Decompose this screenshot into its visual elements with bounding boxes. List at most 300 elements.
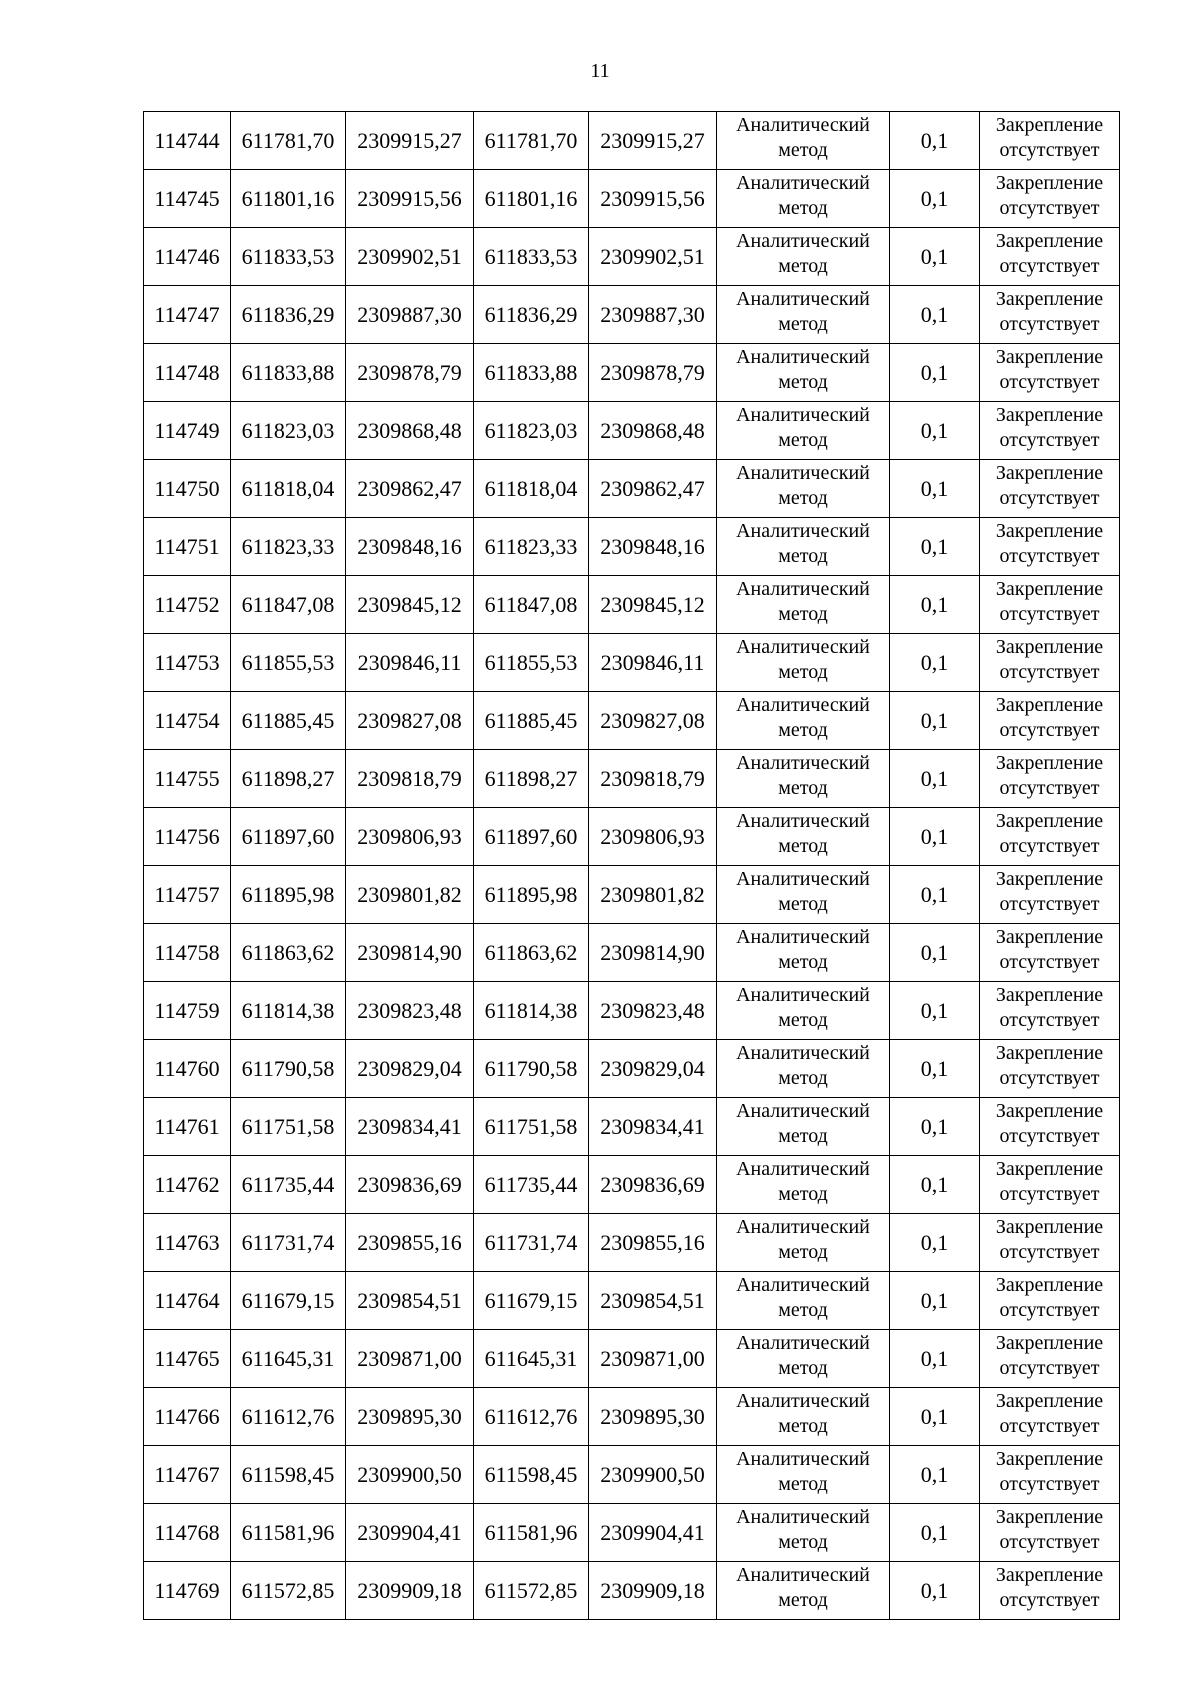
fixation-line-1: Закрепление xyxy=(995,1564,1104,1586)
y-coordinate-new-cell: 2309854,51 xyxy=(589,1272,717,1330)
method-line-2: метод xyxy=(778,139,828,161)
method-cell xyxy=(717,866,890,924)
y-coordinate-new-cell: 2309801,82 xyxy=(589,866,717,924)
accuracy-cell: 0,1 xyxy=(890,1562,980,1620)
y-coordinate-cell: 2309818,79 xyxy=(346,750,474,808)
x-coordinate-new-cell: 611898,27 xyxy=(474,750,589,808)
method-cell xyxy=(717,460,890,518)
x-coordinate-cell: 611598,45 xyxy=(231,1446,346,1504)
y-coordinate-cell: 2309855,16 xyxy=(346,1214,474,1272)
method-cell xyxy=(717,1446,890,1504)
fixation-line-1: Закрепление xyxy=(995,1448,1104,1470)
y-coordinate-cell: 2309868,48 xyxy=(346,402,474,460)
fixation-line-2: отсутствует xyxy=(999,313,1100,335)
fixation-line-2: отсутствует xyxy=(999,545,1100,567)
fixation-line-2: отсутствует xyxy=(999,835,1100,857)
y-coordinate-cell: 2309845,12 xyxy=(346,576,474,634)
fixation-line-1: Закрепление xyxy=(995,1274,1104,1296)
method-cell xyxy=(717,692,890,750)
y-coordinate-cell: 2309887,30 xyxy=(346,286,474,344)
fixation-cell xyxy=(980,344,1120,402)
fixation-line-1: Закрепление xyxy=(995,1390,1104,1412)
table-row xyxy=(144,750,1120,808)
accuracy-cell: 0,1 xyxy=(890,1214,980,1272)
accuracy-cell: 0,1 xyxy=(890,344,980,402)
method-line-1: Аналитический xyxy=(736,926,870,948)
fixation-line-2: отсутствует xyxy=(999,1125,1100,1147)
y-coordinate-new-cell: 2309845,12 xyxy=(589,576,717,634)
method-cell xyxy=(717,1388,890,1446)
method-line-2: метод xyxy=(778,1009,828,1031)
fixation-line-2: отсутствует xyxy=(999,1009,1100,1031)
method-cell xyxy=(717,808,890,866)
method-line-1: Аналитический xyxy=(736,462,870,484)
x-coordinate-cell: 611833,88 xyxy=(231,344,346,402)
point-number-cell: 114756 xyxy=(144,808,231,866)
accuracy-cell: 0,1 xyxy=(890,634,980,692)
table-row xyxy=(144,982,1120,1040)
x-coordinate-cell: 611731,74 xyxy=(231,1214,346,1272)
fixation-cell xyxy=(980,866,1120,924)
method-line-2: метод xyxy=(778,197,828,219)
point-number-cell: 114768 xyxy=(144,1504,231,1562)
fixation-line-1: Закрепление xyxy=(995,520,1104,542)
method-cell xyxy=(717,1504,890,1562)
y-coordinate-new-cell: 2309829,04 xyxy=(589,1040,717,1098)
y-coordinate-new-cell: 2309855,16 xyxy=(589,1214,717,1272)
y-coordinate-new-cell: 2309887,30 xyxy=(589,286,717,344)
x-coordinate-cell: 611735,44 xyxy=(231,1156,346,1214)
table-row xyxy=(144,460,1120,518)
x-coordinate-cell: 611895,98 xyxy=(231,866,346,924)
fixation-line-1: Закрепление xyxy=(995,1100,1104,1122)
table-row xyxy=(144,808,1120,866)
fixation-line-2: отсутствует xyxy=(999,719,1100,741)
point-number-cell: 114746 xyxy=(144,228,231,286)
x-coordinate-cell: 611790,58 xyxy=(231,1040,346,1098)
method-line-1: Аналитический xyxy=(736,636,870,658)
x-coordinate-new-cell: 611814,38 xyxy=(474,982,589,1040)
x-coordinate-cell: 611823,33 xyxy=(231,518,346,576)
method-line-2: метод xyxy=(778,603,828,625)
x-coordinate-new-cell: 611612,76 xyxy=(474,1388,589,1446)
point-number-cell: 114761 xyxy=(144,1098,231,1156)
y-coordinate-new-cell: 2309895,30 xyxy=(589,1388,717,1446)
x-coordinate-new-cell: 611731,74 xyxy=(474,1214,589,1272)
x-coordinate-cell: 611833,53 xyxy=(231,228,346,286)
fixation-cell xyxy=(980,982,1120,1040)
y-coordinate-new-cell: 2309862,47 xyxy=(589,460,717,518)
point-number-cell: 114750 xyxy=(144,460,231,518)
method-cell xyxy=(717,1214,890,1272)
y-coordinate-new-cell: 2309878,79 xyxy=(589,344,717,402)
y-coordinate-cell: 2309827,08 xyxy=(346,692,474,750)
y-coordinate-new-cell: 2309871,00 xyxy=(589,1330,717,1388)
table-row xyxy=(144,402,1120,460)
accuracy-cell: 0,1 xyxy=(890,1330,980,1388)
method-line-1: Аналитический xyxy=(736,1274,870,1296)
page-number: 11 xyxy=(590,60,610,82)
method-line-1: Аналитический xyxy=(736,404,870,426)
method-line-2: метод xyxy=(778,487,828,509)
fixation-line-2: отсутствует xyxy=(999,603,1100,625)
fixation-line-1: Закрепление xyxy=(995,114,1104,136)
fixation-line-1: Закрепление xyxy=(995,578,1104,600)
point-number-cell: 114752 xyxy=(144,576,231,634)
fixation-line-1: Закрепление xyxy=(995,346,1104,368)
fixation-cell xyxy=(980,924,1120,982)
method-line-2: метод xyxy=(778,661,828,683)
x-coordinate-cell: 611855,53 xyxy=(231,634,346,692)
method-line-2: метод xyxy=(778,1415,828,1437)
fixation-line-1: Закрепление xyxy=(995,810,1104,832)
x-coordinate-new-cell: 611897,60 xyxy=(474,808,589,866)
x-coordinate-new-cell: 611847,08 xyxy=(474,576,589,634)
y-coordinate-new-cell: 2309834,41 xyxy=(589,1098,717,1156)
accuracy-cell: 0,1 xyxy=(890,1272,980,1330)
x-coordinate-cell: 611814,38 xyxy=(231,982,346,1040)
y-coordinate-new-cell: 2309846,11 xyxy=(589,634,717,692)
y-coordinate-cell: 2309823,48 xyxy=(346,982,474,1040)
accuracy-cell: 0,1 xyxy=(890,170,980,228)
x-coordinate-cell: 611581,96 xyxy=(231,1504,346,1562)
x-coordinate-cell: 611751,58 xyxy=(231,1098,346,1156)
fixation-line-2: отсутствует xyxy=(999,777,1100,799)
y-coordinate-cell: 2309862,47 xyxy=(346,460,474,518)
table-row xyxy=(144,1562,1120,1620)
y-coordinate-cell: 2309915,27 xyxy=(346,112,474,170)
coordinates-table xyxy=(143,111,1120,1620)
method-line-2: метод xyxy=(778,313,828,335)
point-number-cell: 114769 xyxy=(144,1562,231,1620)
method-line-1: Аналитический xyxy=(736,694,870,716)
y-coordinate-cell: 2309806,93 xyxy=(346,808,474,866)
table-row xyxy=(144,1156,1120,1214)
x-coordinate-new-cell: 611833,53 xyxy=(474,228,589,286)
point-number-cell: 114766 xyxy=(144,1388,231,1446)
x-coordinate-cell: 611898,27 xyxy=(231,750,346,808)
y-coordinate-new-cell: 2309806,93 xyxy=(589,808,717,866)
method-cell xyxy=(717,576,890,634)
table-row xyxy=(144,286,1120,344)
method-line-2: метод xyxy=(778,1183,828,1205)
fixation-cell xyxy=(980,1388,1120,1446)
x-coordinate-new-cell: 611895,98 xyxy=(474,866,589,924)
method-cell xyxy=(717,1156,890,1214)
table-body xyxy=(144,112,1120,1620)
y-coordinate-new-cell: 2309848,16 xyxy=(589,518,717,576)
method-cell xyxy=(717,170,890,228)
table-row xyxy=(144,1272,1120,1330)
y-coordinate-new-cell: 2309904,41 xyxy=(589,1504,717,1562)
fixation-line-1: Закрепление xyxy=(995,636,1104,658)
point-number-cell: 114759 xyxy=(144,982,231,1040)
x-coordinate-cell: 611818,04 xyxy=(231,460,346,518)
point-number-cell: 114751 xyxy=(144,518,231,576)
fixation-line-1: Закрепление xyxy=(995,868,1104,890)
method-cell xyxy=(717,1098,890,1156)
method-line-1: Аналитический xyxy=(736,1216,870,1238)
method-line-2: метод xyxy=(778,1357,828,1379)
accuracy-cell: 0,1 xyxy=(890,924,980,982)
y-coordinate-cell: 2309834,41 xyxy=(346,1098,474,1156)
table-row xyxy=(144,1388,1120,1446)
method-line-1: Аналитический xyxy=(736,578,870,600)
fixation-line-2: отсутствует xyxy=(999,429,1100,451)
accuracy-cell: 0,1 xyxy=(890,1446,980,1504)
method-line-1: Аналитический xyxy=(736,1506,870,1528)
y-coordinate-new-cell: 2309814,90 xyxy=(589,924,717,982)
fixation-cell xyxy=(980,228,1120,286)
method-line-1: Аналитический xyxy=(736,520,870,542)
fixation-cell xyxy=(980,1156,1120,1214)
method-line-1: Аналитический xyxy=(736,1448,870,1470)
method-line-2: метод xyxy=(778,719,828,741)
x-coordinate-cell: 611801,16 xyxy=(231,170,346,228)
fixation-line-2: отсутствует xyxy=(999,1473,1100,1495)
table-row xyxy=(144,866,1120,924)
accuracy-cell: 0,1 xyxy=(890,1040,980,1098)
table-row xyxy=(144,344,1120,402)
accuracy-cell: 0,1 xyxy=(890,1098,980,1156)
fixation-cell xyxy=(980,808,1120,866)
y-coordinate-new-cell: 2309823,48 xyxy=(589,982,717,1040)
y-coordinate-new-cell: 2309902,51 xyxy=(589,228,717,286)
y-coordinate-cell: 2309829,04 xyxy=(346,1040,474,1098)
point-number-cell: 114749 xyxy=(144,402,231,460)
x-coordinate-cell: 611836,29 xyxy=(231,286,346,344)
point-number-cell: 114767 xyxy=(144,1446,231,1504)
method-line-2: метод xyxy=(778,545,828,567)
y-coordinate-cell: 2309846,11 xyxy=(346,634,474,692)
x-coordinate-new-cell: 611572,85 xyxy=(474,1562,589,1620)
method-cell xyxy=(717,112,890,170)
fixation-cell xyxy=(980,576,1120,634)
method-cell xyxy=(717,924,890,982)
table-row xyxy=(144,576,1120,634)
y-coordinate-cell: 2309854,51 xyxy=(346,1272,474,1330)
x-coordinate-cell: 611823,03 xyxy=(231,402,346,460)
method-cell xyxy=(717,1330,890,1388)
method-cell xyxy=(717,982,890,1040)
fixation-line-2: отсутствует xyxy=(999,661,1100,683)
accuracy-cell: 0,1 xyxy=(890,576,980,634)
method-line-1: Аналитический xyxy=(736,230,870,252)
fixation-line-2: отсутствует xyxy=(999,139,1100,161)
x-coordinate-cell: 611679,15 xyxy=(231,1272,346,1330)
x-coordinate-new-cell: 611818,04 xyxy=(474,460,589,518)
fixation-line-2: отсутствует xyxy=(999,1241,1100,1263)
accuracy-cell: 0,1 xyxy=(890,228,980,286)
method-line-1: Аналитический xyxy=(736,1390,870,1412)
y-coordinate-cell: 2309878,79 xyxy=(346,344,474,402)
table-row xyxy=(144,924,1120,982)
accuracy-cell: 0,1 xyxy=(890,518,980,576)
method-line-2: метод xyxy=(778,835,828,857)
fixation-cell xyxy=(980,112,1120,170)
accuracy-cell: 0,1 xyxy=(890,1504,980,1562)
point-number-cell: 114747 xyxy=(144,286,231,344)
fixation-line-1: Закрепление xyxy=(995,1042,1104,1064)
fixation-cell xyxy=(980,1562,1120,1620)
y-coordinate-cell: 2309801,82 xyxy=(346,866,474,924)
x-coordinate-new-cell: 611836,29 xyxy=(474,286,589,344)
fixation-cell xyxy=(980,692,1120,750)
method-line-2: метод xyxy=(778,1067,828,1089)
y-coordinate-cell: 2309871,00 xyxy=(346,1330,474,1388)
x-coordinate-cell: 611885,45 xyxy=(231,692,346,750)
method-line-1: Аналитический xyxy=(736,172,870,194)
fixation-line-1: Закрепление xyxy=(995,1332,1104,1354)
method-line-1: Аналитический xyxy=(736,1100,870,1122)
fixation-line-2: отсутствует xyxy=(999,893,1100,915)
fixation-cell xyxy=(980,518,1120,576)
fixation-line-2: отсутствует xyxy=(999,1415,1100,1437)
table-row xyxy=(144,1330,1120,1388)
y-coordinate-new-cell: 2309915,27 xyxy=(589,112,717,170)
point-number-cell: 114762 xyxy=(144,1156,231,1214)
method-line-1: Аналитический xyxy=(736,288,870,310)
accuracy-cell: 0,1 xyxy=(890,808,980,866)
x-coordinate-cell: 611572,85 xyxy=(231,1562,346,1620)
method-cell xyxy=(717,228,890,286)
fixation-line-2: отсутствует xyxy=(999,1067,1100,1089)
y-coordinate-new-cell: 2309827,08 xyxy=(589,692,717,750)
fixation-cell xyxy=(980,402,1120,460)
fixation-line-1: Закрепление xyxy=(995,1216,1104,1238)
fixation-line-2: отсутствует xyxy=(999,197,1100,219)
fixation-line-2: отсутствует xyxy=(999,487,1100,509)
fixation-line-1: Закрепление xyxy=(995,926,1104,948)
method-cell xyxy=(717,518,890,576)
method-line-2: метод xyxy=(778,1125,828,1147)
table-row xyxy=(144,634,1120,692)
method-line-2: метод xyxy=(778,429,828,451)
point-number-cell: 114758 xyxy=(144,924,231,982)
x-coordinate-cell: 611863,62 xyxy=(231,924,346,982)
fixation-line-2: отсутствует xyxy=(999,1299,1100,1321)
accuracy-cell: 0,1 xyxy=(890,692,980,750)
point-number-cell: 114745 xyxy=(144,170,231,228)
fixation-cell xyxy=(980,1272,1120,1330)
method-line-2: метод xyxy=(778,777,828,799)
method-line-1: Аналитический xyxy=(736,1042,870,1064)
method-line-1: Аналитический xyxy=(736,810,870,832)
method-line-1: Аналитический xyxy=(736,1564,870,1586)
method-line-2: метод xyxy=(778,371,828,393)
method-line-1: Аналитический xyxy=(736,868,870,890)
fixation-cell xyxy=(980,1330,1120,1388)
x-coordinate-cell: 611612,76 xyxy=(231,1388,346,1446)
table-row xyxy=(144,1098,1120,1156)
table-row xyxy=(144,1040,1120,1098)
fixation-line-1: Закрепление xyxy=(995,1158,1104,1180)
method-line-1: Аналитический xyxy=(736,114,870,136)
fixation-line-1: Закрепление xyxy=(995,288,1104,310)
point-number-cell: 114764 xyxy=(144,1272,231,1330)
y-coordinate-cell: 2309902,51 xyxy=(346,228,474,286)
x-coordinate-cell: 611847,08 xyxy=(231,576,346,634)
x-coordinate-new-cell: 611833,88 xyxy=(474,344,589,402)
method-cell xyxy=(717,344,890,402)
x-coordinate-cell: 611897,60 xyxy=(231,808,346,866)
x-coordinate-new-cell: 611581,96 xyxy=(474,1504,589,1562)
accuracy-cell: 0,1 xyxy=(890,982,980,1040)
method-line-2: метод xyxy=(778,1589,828,1611)
method-line-2: метод xyxy=(778,951,828,973)
x-coordinate-new-cell: 611679,15 xyxy=(474,1272,589,1330)
fixation-cell xyxy=(980,1446,1120,1504)
point-number-cell: 114755 xyxy=(144,750,231,808)
point-number-cell: 114757 xyxy=(144,866,231,924)
method-line-1: Аналитический xyxy=(736,346,870,368)
y-coordinate-new-cell: 2309868,48 xyxy=(589,402,717,460)
accuracy-cell: 0,1 xyxy=(890,286,980,344)
fixation-line-2: отсутствует xyxy=(999,1357,1100,1379)
x-coordinate-new-cell: 611598,45 xyxy=(474,1446,589,1504)
fixation-line-1: Закрепление xyxy=(995,694,1104,716)
x-coordinate-new-cell: 611823,03 xyxy=(474,402,589,460)
point-number-cell: 114753 xyxy=(144,634,231,692)
accuracy-cell: 0,1 xyxy=(890,1156,980,1214)
fixation-line-2: отсутствует xyxy=(999,371,1100,393)
accuracy-cell: 0,1 xyxy=(890,402,980,460)
x-coordinate-new-cell: 611781,70 xyxy=(474,112,589,170)
y-coordinate-new-cell: 2309836,69 xyxy=(589,1156,717,1214)
fixation-line-1: Закрепление xyxy=(995,404,1104,426)
fixation-line-1: Закрепление xyxy=(995,230,1104,252)
fixation-cell xyxy=(980,286,1120,344)
method-line-2: метод xyxy=(778,1299,828,1321)
x-coordinate-new-cell: 611735,44 xyxy=(474,1156,589,1214)
x-coordinate-cell: 611781,70 xyxy=(231,112,346,170)
fixation-cell xyxy=(980,170,1120,228)
accuracy-cell: 0,1 xyxy=(890,750,980,808)
method-cell xyxy=(717,286,890,344)
fixation-line-2: отсутствует xyxy=(999,255,1100,277)
y-coordinate-cell: 2309915,56 xyxy=(346,170,474,228)
y-coordinate-cell: 2309895,30 xyxy=(346,1388,474,1446)
fixation-cell xyxy=(980,750,1120,808)
table-row xyxy=(144,170,1120,228)
method-line-2: метод xyxy=(778,893,828,915)
point-number-cell: 114765 xyxy=(144,1330,231,1388)
accuracy-cell: 0,1 xyxy=(890,460,980,518)
x-coordinate-new-cell: 611790,58 xyxy=(474,1040,589,1098)
fixation-line-1: Закрепление xyxy=(995,172,1104,194)
fixation-line-1: Закрепление xyxy=(995,1506,1104,1528)
table-row xyxy=(144,228,1120,286)
table-row xyxy=(144,518,1120,576)
y-coordinate-new-cell: 2309915,56 xyxy=(589,170,717,228)
point-number-cell: 114760 xyxy=(144,1040,231,1098)
method-cell xyxy=(717,1562,890,1620)
x-coordinate-new-cell: 611801,16 xyxy=(474,170,589,228)
x-coordinate-cell: 611645,31 xyxy=(231,1330,346,1388)
y-coordinate-new-cell: 2309909,18 xyxy=(589,1562,717,1620)
fixation-cell xyxy=(980,1504,1120,1562)
method-cell xyxy=(717,750,890,808)
fixation-line-2: отсутствует xyxy=(999,951,1100,973)
y-coordinate-cell: 2309909,18 xyxy=(346,1562,474,1620)
x-coordinate-new-cell: 611885,45 xyxy=(474,692,589,750)
method-line-1: Аналитический xyxy=(736,1158,870,1180)
point-number-cell: 114754 xyxy=(144,692,231,750)
point-number-cell: 114744 xyxy=(144,112,231,170)
y-coordinate-cell: 2309900,50 xyxy=(346,1446,474,1504)
method-line-2: метод xyxy=(778,1241,828,1263)
method-cell xyxy=(717,1272,890,1330)
